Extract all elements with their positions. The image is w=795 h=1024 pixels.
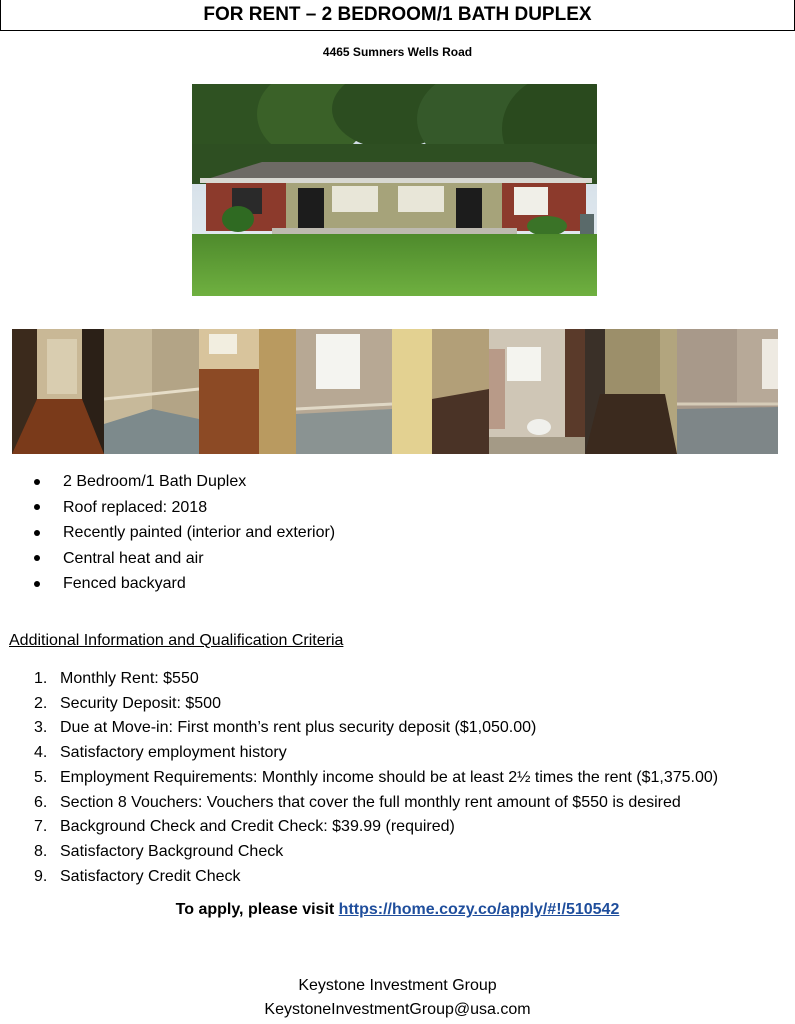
list-item: 8. Satisfactory Background Check — [34, 842, 284, 860]
list-item: Roof replaced: 2018 — [31, 495, 335, 521]
apply-link[interactable]: https://home.cozy.co/apply/#!/510542 — [338, 901, 620, 918]
empty-room-photo — [677, 329, 778, 454]
list-item: Fenced backyard — [31, 571, 335, 597]
apply-line — [0, 901, 795, 919]
bullet-icon — [34, 504, 40, 510]
list-item: Recently painted (interior and exterior) — [31, 520, 335, 546]
interior-photo-strip — [12, 329, 778, 454]
list-item: 4. Satisfactory employment history — [34, 744, 287, 762]
criteria-heading: Additional Information and Qualification Criteria — [9, 632, 344, 649]
list-item: 6. Section 8 Vouchers: Vouchers that cover the full monthly rent amount of $550 is desired — [34, 793, 681, 811]
list-item: 2. Security Deposit: $500 — [34, 694, 221, 712]
bullet-icon — [34, 581, 40, 587]
list-item: 9. Satisfactory Credit Check — [34, 867, 241, 885]
list-item: Central heat and air — [31, 546, 335, 572]
bedroom-wood-floor-photo — [585, 329, 677, 454]
bullet-icon — [34, 479, 40, 485]
list-item: 1. Monthly Rent: $550 — [34, 670, 199, 687]
hallway-photo — [12, 329, 104, 454]
bullet-icon — [34, 530, 40, 536]
contact-email: KeystoneInvestmentGroup@usa.com — [264, 1001, 531, 1018]
apply-prefix: To apply, please visit — [175, 901, 335, 918]
list-item: 5. Employment Requirements: Monthly income should be at least 2½ times the rent ($1,375.00) — [34, 768, 719, 786]
bathroom-photo — [489, 329, 585, 454]
bedroom-corner-photo — [104, 329, 199, 454]
window-room-photo — [296, 329, 392, 454]
doorway-photo — [392, 329, 489, 454]
footer — [0, 974, 795, 1022]
page-title: FOR RENT – 2 BEDROOM/1 BATH DUPLEX — [203, 4, 592, 25]
company-name: Keystone Investment Group — [298, 977, 497, 994]
list-item: 3. Due at Move-in: First month’s rent plus security deposit ($1,050.00) — [34, 719, 537, 737]
list-item: 2 Bedroom/1 Bath Duplex — [31, 469, 335, 495]
criteria-list — [34, 667, 718, 889]
title-banner — [0, 0, 795, 31]
bullet-icon — [34, 555, 40, 561]
property-address: 4465 Sumners Wells Road — [322, 45, 473, 59]
duplex-exterior-photo — [192, 84, 597, 296]
wood-floor-room-photo — [199, 329, 296, 454]
list-item: 7. Background Check and Credit Check: $39.99 (required) — [34, 818, 455, 836]
feature-list — [31, 469, 335, 597]
